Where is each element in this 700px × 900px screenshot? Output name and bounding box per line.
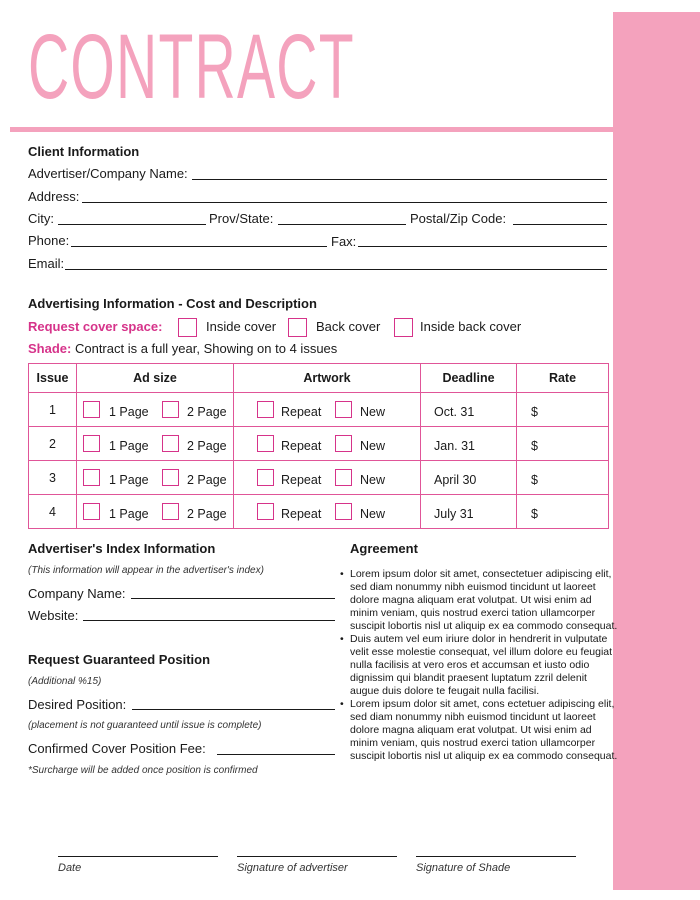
list-item	[340, 698, 618, 763]
issue-number: 4	[29, 495, 77, 529]
rate-value[interactable]: $	[531, 507, 538, 521]
one-page-label: 1 Page	[109, 439, 149, 453]
date-signature-line[interactable]	[58, 856, 218, 857]
email-field[interactable]	[65, 269, 607, 270]
issue-number: 1	[29, 393, 77, 427]
date-label: Date	[58, 862, 82, 874]
repeat-checkbox[interactable]	[257, 469, 274, 486]
repeat-label: Repeat	[281, 439, 322, 453]
inside-back-cover-label: Inside back cover	[420, 319, 522, 334]
desired-position-field[interactable]	[132, 709, 335, 710]
one-page-checkbox[interactable]	[83, 435, 100, 452]
cover-space-label: Request cover space:	[28, 319, 163, 334]
agreement-list	[340, 568, 618, 763]
agreement-text: Lorem ipsum dolor sit amet, cons ectetuer adipiscing elit, sed diam nonummy nibh euismod tincidunt ut laoreet dolore magna aliquam erat volutpat. Ut wisi enim ad minim veniam, quis nostrud exerci tation ullamcorper suscipit lobortis nisl ut aliquip ex ea commodo consequat.	[350, 698, 618, 762]
repeat-label: Repeat	[281, 473, 322, 487]
two-page-checkbox[interactable]	[162, 435, 179, 452]
website-label: Website:	[28, 608, 79, 623]
address-label: Address:	[28, 189, 80, 204]
agreement-heading: Agreement	[350, 541, 418, 556]
phone-label: Phone:	[28, 233, 70, 248]
city-label: City:	[28, 211, 54, 226]
inside-cover-checkbox[interactable]	[178, 318, 197, 337]
repeat-label: Repeat	[281, 507, 322, 521]
client-info-heading: Client Information	[28, 144, 140, 159]
two-page-label: 2 Page	[187, 507, 227, 521]
issue-number: 2	[29, 427, 77, 461]
advertiser-signature-label: Signature of advertiser	[237, 862, 348, 874]
list-item	[340, 633, 618, 698]
index-heading: Advertiser's Index Information	[28, 541, 216, 556]
two-page-label: 2 Page	[187, 405, 227, 419]
two-page-checkbox[interactable]	[162, 401, 179, 418]
postal-field[interactable]	[513, 224, 607, 225]
fax-field[interactable]	[358, 246, 607, 247]
desired-position-label: Desired Position:	[28, 697, 127, 712]
title-divider	[10, 127, 613, 132]
ad-schedule-table	[28, 363, 609, 529]
guaranteed-heading: Request Guaranteed Position	[28, 652, 211, 667]
one-page-label: 1 Page	[109, 405, 149, 419]
advertiser-field[interactable]	[192, 179, 607, 180]
one-page-checkbox[interactable]	[83, 469, 100, 486]
new-label: New	[360, 405, 386, 419]
shade-signature-line[interactable]	[416, 856, 576, 857]
deadline-value: Jan. 31	[434, 439, 476, 453]
new-checkbox[interactable]	[335, 503, 352, 520]
advertising-heading: Advertising Information - Cost and Description	[28, 296, 317, 311]
agreement-text: Duis autem vel eum iriure dolor in hendrerit in vulputate velit esse molestie consequat, vel illum dolore eu feugiat nulla facilisis at vero eros et accumsan et iusto odio dignissim qui blandit praesent luptatum zzril delenit augue duis dolore te feugait nulla facilisi.	[350, 633, 613, 697]
table-row	[29, 427, 609, 461]
two-page-label: 2 Page	[187, 439, 227, 453]
table-row	[29, 393, 609, 427]
postal-label: Postal/Zip Code:	[410, 211, 507, 226]
prov-label: Prov/State:	[209, 211, 274, 226]
placement-note: (placement is not guaranteed until issue is complete)	[28, 720, 262, 731]
shade-label: Shade:	[28, 341, 72, 356]
deadline-value: April 30	[434, 473, 477, 487]
repeat-label: Repeat	[281, 405, 322, 419]
prov-field[interactable]	[278, 224, 406, 225]
one-page-checkbox[interactable]	[83, 503, 100, 520]
rate-value[interactable]: $	[531, 405, 538, 419]
bullet: •	[340, 698, 344, 710]
shade-text: Contract is a full year, Showing on to 4 issues	[74, 341, 338, 356]
table-row	[29, 461, 609, 495]
rate-value[interactable]: $	[531, 473, 538, 487]
deadline-value: July 31	[434, 507, 474, 521]
back-cover-checkbox[interactable]	[288, 318, 307, 337]
col-deadline: Deadline	[421, 364, 517, 393]
repeat-checkbox[interactable]	[257, 401, 274, 418]
new-checkbox[interactable]	[335, 401, 352, 418]
col-issue: Issue	[29, 364, 77, 393]
website-field[interactable]	[83, 620, 335, 621]
col-artwork: Artwork	[234, 364, 421, 393]
fax-label: Fax:	[331, 234, 357, 249]
shade-line	[28, 341, 337, 356]
phone-field[interactable]	[71, 246, 327, 247]
cover-fee-field[interactable]	[217, 754, 335, 755]
table-header-row	[29, 364, 609, 393]
advertiser-label: Advertiser/Company Name:	[28, 166, 188, 181]
table-row	[29, 495, 609, 529]
repeat-checkbox[interactable]	[257, 435, 274, 452]
company-name-field[interactable]	[131, 598, 335, 599]
bullet: •	[340, 633, 344, 645]
list-item	[340, 568, 618, 633]
company-name-label: Company Name:	[28, 586, 126, 601]
col-rate: Rate	[517, 364, 609, 393]
deadline-value: Oct. 31	[434, 405, 475, 419]
surcharge-note: *Surcharge will be added once position is confirmed	[28, 765, 258, 776]
new-checkbox[interactable]	[335, 435, 352, 452]
address-field[interactable]	[82, 202, 607, 203]
two-page-checkbox[interactable]	[162, 503, 179, 520]
one-page-checkbox[interactable]	[83, 401, 100, 418]
rate-value[interactable]: $	[531, 439, 538, 453]
cover-fee-label: Confirmed Cover Position Fee:	[28, 741, 206, 756]
index-note: (This information will appear in the advertiser's index)	[28, 565, 264, 576]
guaranteed-note: (Additional %15)	[28, 676, 102, 687]
city-field[interactable]	[58, 224, 206, 225]
inside-back-cover-checkbox[interactable]	[394, 318, 413, 337]
pink-sidebar	[613, 12, 700, 890]
back-cover-label: Back cover	[316, 319, 381, 334]
inside-cover-label: Inside cover	[206, 319, 277, 334]
new-label: New	[360, 473, 386, 487]
new-checkbox[interactable]	[335, 469, 352, 486]
advertiser-signature-line[interactable]	[237, 856, 397, 857]
col-ad-size: Ad size	[77, 364, 234, 393]
one-page-label: 1 Page	[109, 507, 149, 521]
repeat-checkbox[interactable]	[257, 503, 274, 520]
page-title: CONTRACT	[28, 16, 355, 118]
new-label: New	[360, 507, 386, 521]
issue-number: 3	[29, 461, 77, 495]
email-label: Email:	[28, 256, 65, 271]
bullet: •	[340, 568, 344, 580]
agreement-text: Lorem ipsum dolor sit amet, consectetuer adipiscing elit, sed diam nonummy nibh euismod tincidunt ut laoreet dolore magna aliquam erat volutpat. Ut wisi enim ad minim veniam, quis nostrud exerci tation ullamcorper suscipit lobortis nisl ut aliquip ex ea commodo consequat.	[350, 568, 618, 632]
two-page-checkbox[interactable]	[162, 469, 179, 486]
two-page-label: 2 Page	[187, 473, 227, 487]
shade-signature-label: Signature of Shade	[416, 862, 511, 874]
one-page-label: 1 Page	[109, 473, 149, 487]
new-label: New	[360, 439, 386, 453]
